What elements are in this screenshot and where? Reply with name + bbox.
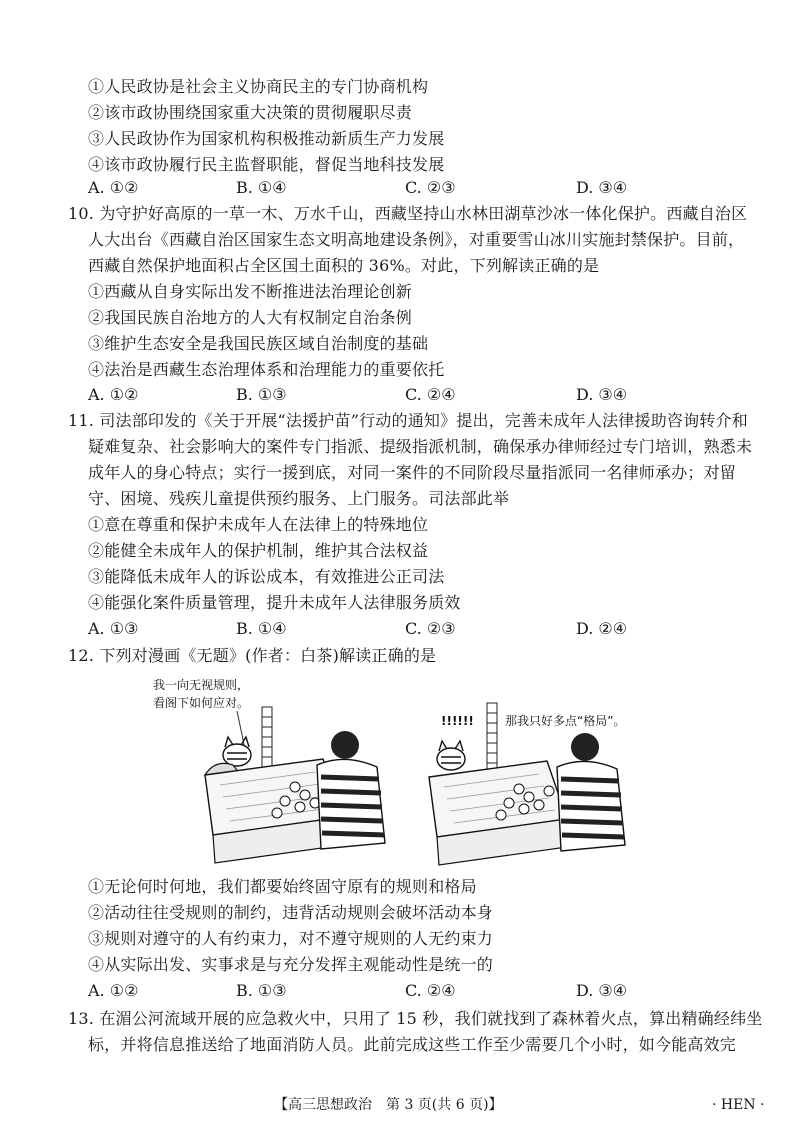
q11-statement-1: ①意在尊重和保护未成年人在法律上的特殊地位 [88,515,429,534]
q11-stem-line-2: 疑难复杂、社会影响大的案件专门指派、提级指派机制，确保承办律师经过专门培训，熟悉未 [88,437,753,456]
cartoon-speech-left-1: 我一向无视规则， [153,678,250,692]
q12-statement-3: ③规则对遵守的人有约束力，对不遵守规则的人无约束力 [88,929,494,948]
cartoon-speech-right: 那我只好多点“格局”。 [505,714,626,728]
q10-stem-line-3: 西藏自然保护地面积占全区国土面积的 36%。对此，下列解读正确的是 [88,256,600,275]
q9-statement-4: ④该市政协履行民主监督职能，督促当地科技发展 [88,155,445,174]
q9-option-d: D. ③④ [576,178,628,197]
q11-stem-line-1: 11. 司法部印发的《关于开展“法援护苗”行动的通知》提出，完善未成年人法律援助咨询转介和 [68,411,748,430]
q12-option-a: A. ①② [88,981,139,1000]
cartoon-board-right [429,761,567,865]
q12-statement-1: ①无论何时何地，我们都要始终固守原有的规则和格局 [88,877,477,896]
cartoon-person-left [317,731,385,849]
q12-option-c: C. ②④ [405,981,456,1000]
q11-option-b: B. ①④ [236,619,287,638]
q10-option-a: A. ①② [88,385,139,404]
q13-stem-line-1: 13. 在湄公河流域开展的应急救火中，只用了 15 秒，我们就找到了森林着火点，算出精确经纬坐 [68,1009,763,1028]
q11-stem-line-4: 守、困境、残疾儿童提供预约服务、上门服务。司法部此举 [88,489,510,508]
page-footer [0,1094,794,1116]
q10-statement-2: ②我国民族自治地方的人大有权制定自治条例 [88,308,413,327]
cartoon-person-right [557,733,625,851]
cartoon-speech-left-2: 看阁下如何应对。 [153,696,250,710]
q9-statement-1: ①人民政协是社会主义协商民主的专门协商机构 [88,77,429,96]
cartoon-untitled [145,667,670,867]
q10-statement-1: ①西藏从自身实际出发不断推进法治理论创新 [88,282,413,301]
q10-statement-3: ③维护生态安全是我国民族区域自治制度的基础 [88,334,429,353]
q11-stem-line-3: 成年人的身心特点；实行一援到底，对同一案件的不同阶段尽量指派同一名律师承办；对留 [88,463,737,482]
q11-statement-3: ③能降低未成年人的诉讼成本，有效推进公正司法 [88,567,445,586]
q11-option-a: A. ①③ [88,619,139,638]
q12-option-b: B. ①③ [236,981,287,1000]
q12-statement-4: ④从实际出发、实事求是与充分发挥主观能动性是统一的 [88,955,494,974]
q11-statement-2: ②能健全未成年人的保护机制，维护其合法权益 [88,541,429,560]
q11-option-d: D. ②④ [576,619,628,638]
q12-stem: 12. 下列对漫画《无题》(作者：白茶)解读正确的是 [68,646,437,665]
cartoon-cat-right [437,741,465,770]
q10-stem-line-2: 人大出台《西藏自治区国家生态文明高地建设条例》，对重要雪山冰川实施封禁保护。目前， [88,230,745,249]
q12-options [0,980,794,1002]
q11-option-c: C. ②③ [405,619,456,638]
q10-option-c: C. ②④ [405,385,456,404]
q13-stem-line-2: 标，并将信息推送给了地面消防人员。此前完成这些工作至少需要几个小时，如今能高效完 [88,1035,737,1054]
q10-options [0,384,794,406]
q9-option-b: B. ①④ [236,178,287,197]
q9-statement-3: ③人民政协作为国家机构积极推动新质生产力发展 [88,129,445,148]
cartoon-piece-stack-right [487,703,497,775]
q9-option-c: C. ②③ [405,178,456,197]
q12-option-d: D. ③④ [576,981,628,1000]
footer-code: · HEN · [712,1097,765,1113]
q12-statement-2: ②活动往往受规则的制约，违背活动规则会破坏活动本身 [88,903,494,922]
q10-statement-4: ④法治是西藏生态治理体系和治理能力的重要依托 [88,360,445,379]
q9-options [0,177,794,199]
q10-option-b: B. ①③ [236,385,287,404]
q10-option-d: D. ③④ [576,385,628,404]
footer-title: 【高三思想政治 第 3 页(共 6 页)】 [274,1097,503,1113]
cartoon-exclaim: !!!!!! [441,714,474,728]
q9-statement-2: ②该市政协围绕国家重大决策的贯彻履职尽责 [88,103,413,122]
cartoon-speech-tail-left [237,711,245,749]
q11-options [0,618,794,640]
q11-statement-4: ④能强化案件质量管理，提升未成年人法律服务质效 [88,593,461,612]
q10-stem-line-1: 10. 为守护好高原的一草一木、万水千山，西藏坚持山水林田湖草沙冰一体化保护。西藏自治区 [68,204,748,223]
q9-option-a: A. ①② [88,178,139,197]
